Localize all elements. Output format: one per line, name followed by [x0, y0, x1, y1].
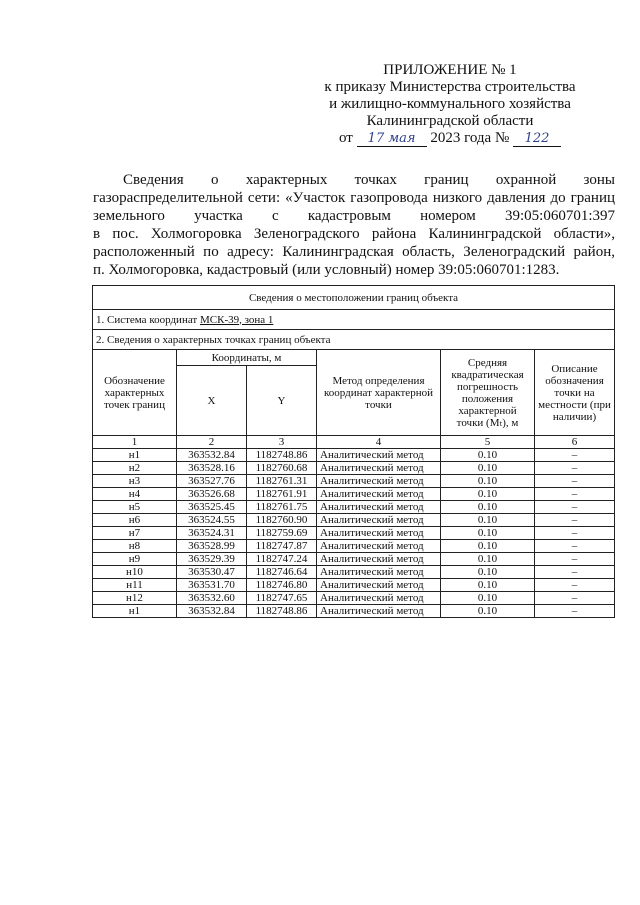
cell-x: 363530.47 [177, 566, 247, 579]
cell-point: н8 [93, 540, 177, 553]
coordinate-system-label: 1. Система координат [96, 313, 200, 326]
cell-method: Аналитический метод [317, 475, 441, 488]
cell-y: 1182748.86 [247, 605, 317, 618]
cell-x: 363526.68 [177, 488, 247, 501]
cell-x: 363528.99 [177, 540, 247, 553]
cell-x: 363524.31 [177, 527, 247, 540]
table-row [93, 514, 615, 527]
cell-error: 0.10 [441, 540, 535, 553]
cell-error: 0.10 [441, 449, 535, 462]
cell-error: 0.10 [441, 488, 535, 501]
table-row [93, 566, 615, 579]
column-number: 4 [317, 436, 441, 449]
table-row [93, 462, 615, 475]
cell-point: н3 [93, 475, 177, 488]
cell-x: 363528.16 [177, 462, 247, 475]
cell-y: 1182748.86 [247, 449, 317, 462]
cell-desc: – [535, 527, 615, 540]
cell-desc: – [535, 605, 615, 618]
cell-point: н1 [93, 449, 177, 462]
cell-x: 363529.39 [177, 553, 247, 566]
cell-error: 0.10 [441, 566, 535, 579]
cell-error: 0.10 [441, 475, 535, 488]
cell-error: 0.10 [441, 592, 535, 605]
cell-desc: – [535, 462, 615, 475]
intro-line: земельного участка с кадастровым номером 39:05:060701:397 [93, 208, 615, 224]
column-number: 3 [247, 436, 317, 449]
cell-point: н4 [93, 488, 177, 501]
order-line-3: Калининградской области [366, 113, 534, 129]
cell-x: 363524.55 [177, 514, 247, 527]
cell-method: Аналитический метод [317, 592, 441, 605]
cell-y: 1182747.24 [247, 553, 317, 566]
header-coordinates: Координаты, м [177, 350, 317, 366]
cell-point: н9 [93, 553, 177, 566]
cell-method: Аналитический метод [317, 514, 441, 527]
cell-error: 0.10 [441, 462, 535, 475]
cell-y: 1182760.90 [247, 514, 317, 527]
cell-desc: – [535, 579, 615, 592]
cell-y: 1182761.75 [247, 501, 317, 514]
cell-x: 363525.45 [177, 501, 247, 514]
table-row [93, 449, 615, 462]
cell-desc: – [535, 514, 615, 527]
column-number: 6 [535, 436, 615, 449]
cell-desc: – [535, 449, 615, 462]
table-row [93, 605, 615, 618]
cell-y: 1182761.31 [247, 475, 317, 488]
table-title: Сведения о местоположении границ объекта [93, 286, 615, 310]
cell-desc: – [535, 501, 615, 514]
order-line-1: к приказу Министерства строительства [324, 79, 576, 95]
appendix-title: ПРИЛОЖЕНИЕ № 1 [383, 62, 517, 78]
cell-desc: – [535, 592, 615, 605]
date-prefix: от [338, 130, 353, 146]
coordinate-system-value: МСК-39, зона 1 [199, 313, 274, 326]
cell-error: 0.10 [441, 527, 535, 540]
intro-paragraph [93, 171, 615, 279]
points-table-body [93, 449, 615, 618]
order-line-2: и жилищно-коммунального хозяйства [329, 96, 571, 112]
cell-error: 0.10 [441, 514, 535, 527]
cell-method: Аналитический метод [317, 566, 441, 579]
intro-line: расположенный по адресу: Калининградская область, Зеленоградский район, [93, 244, 615, 260]
header-y: Y [247, 366, 317, 436]
handwritten-order-number: 122 [513, 132, 561, 147]
column-number: 2 [177, 436, 247, 449]
cell-method: Аналитический метод [317, 462, 441, 475]
cell-point: н1 [93, 605, 177, 618]
cell-x: 363532.84 [177, 449, 247, 462]
cell-y: 1182759.69 [247, 527, 317, 540]
cell-desc: – [535, 488, 615, 501]
order-date-line [305, 130, 595, 147]
cell-x: 363527.76 [177, 475, 247, 488]
cell-point: н6 [93, 514, 177, 527]
cell-point: н5 [93, 501, 177, 514]
header-method: Метод определения координат характерной точки [317, 350, 441, 436]
cell-error: 0.10 [441, 553, 535, 566]
cell-point: н7 [93, 527, 177, 540]
table-row [93, 527, 615, 540]
year-text: 2023 года № [430, 130, 510, 146]
cell-point: н2 [93, 462, 177, 475]
cell-y: 1182746.64 [247, 566, 317, 579]
cell-y: 1182761.91 [247, 488, 317, 501]
column-number: 1 [93, 436, 177, 449]
table-row [93, 475, 615, 488]
cell-method: Аналитический метод [317, 540, 441, 553]
handwritten-date: 17 мая [357, 132, 427, 147]
boundary-points-table [92, 285, 615, 618]
cell-method: Аналитический метод [317, 501, 441, 514]
cell-y: 1182760.68 [247, 462, 317, 475]
header-description: Описание обозначения точки на местности (при наличии) [535, 350, 615, 436]
cell-method: Аналитический метод [317, 605, 441, 618]
cell-y: 1182747.87 [247, 540, 317, 553]
header-x: X [177, 366, 247, 436]
intro-line: в пос. Холмогоровка Зеленоградского района Калининградской области», [93, 226, 615, 242]
intro-line: п. Холмогоровка, кадастровый (или условный) номер 39:05:060701:1283. [93, 262, 560, 278]
intro-line: Сведения о характерных точках границ охранной зоны [123, 172, 615, 188]
appendix-header [305, 62, 595, 147]
header-error: Средняя квадратическая погрешность положения характерной точки (Mₜ), м [441, 350, 535, 436]
table-row [93, 501, 615, 514]
intro-line: газораспределительной сети: «Участок газопровода низкого давления до границ [93, 190, 615, 206]
cell-point: н10 [93, 566, 177, 579]
cell-desc: – [535, 475, 615, 488]
cell-error: 0.10 [441, 501, 535, 514]
section-points-title: 2. Сведения о характерных точках границ объекта [93, 330, 615, 350]
column-number-row [93, 436, 615, 449]
table-row [93, 553, 615, 566]
cell-point: н11 [93, 579, 177, 592]
cell-y: 1182746.80 [247, 579, 317, 592]
cell-desc: – [535, 566, 615, 579]
cell-desc: – [535, 553, 615, 566]
cell-method: Аналитический метод [317, 579, 441, 592]
cell-method: Аналитический метод [317, 553, 441, 566]
cell-point: н12 [93, 592, 177, 605]
header-designation: Обозначение характерных точек границ [93, 350, 177, 436]
coordinate-system-row [93, 310, 615, 330]
cell-error: 0.10 [441, 579, 535, 592]
table-row [93, 579, 615, 592]
cell-method: Аналитический метод [317, 449, 441, 462]
table-row [93, 540, 615, 553]
table-row [93, 592, 615, 605]
cell-method: Аналитический метод [317, 488, 441, 501]
cell-desc: – [535, 540, 615, 553]
cell-method: Аналитический метод [317, 527, 441, 540]
cell-error: 0.10 [441, 605, 535, 618]
cell-x: 363532.84 [177, 605, 247, 618]
cell-x: 363532.60 [177, 592, 247, 605]
cell-x: 363531.70 [177, 579, 247, 592]
cell-y: 1182747.65 [247, 592, 317, 605]
column-number: 5 [441, 436, 535, 449]
table-row [93, 488, 615, 501]
